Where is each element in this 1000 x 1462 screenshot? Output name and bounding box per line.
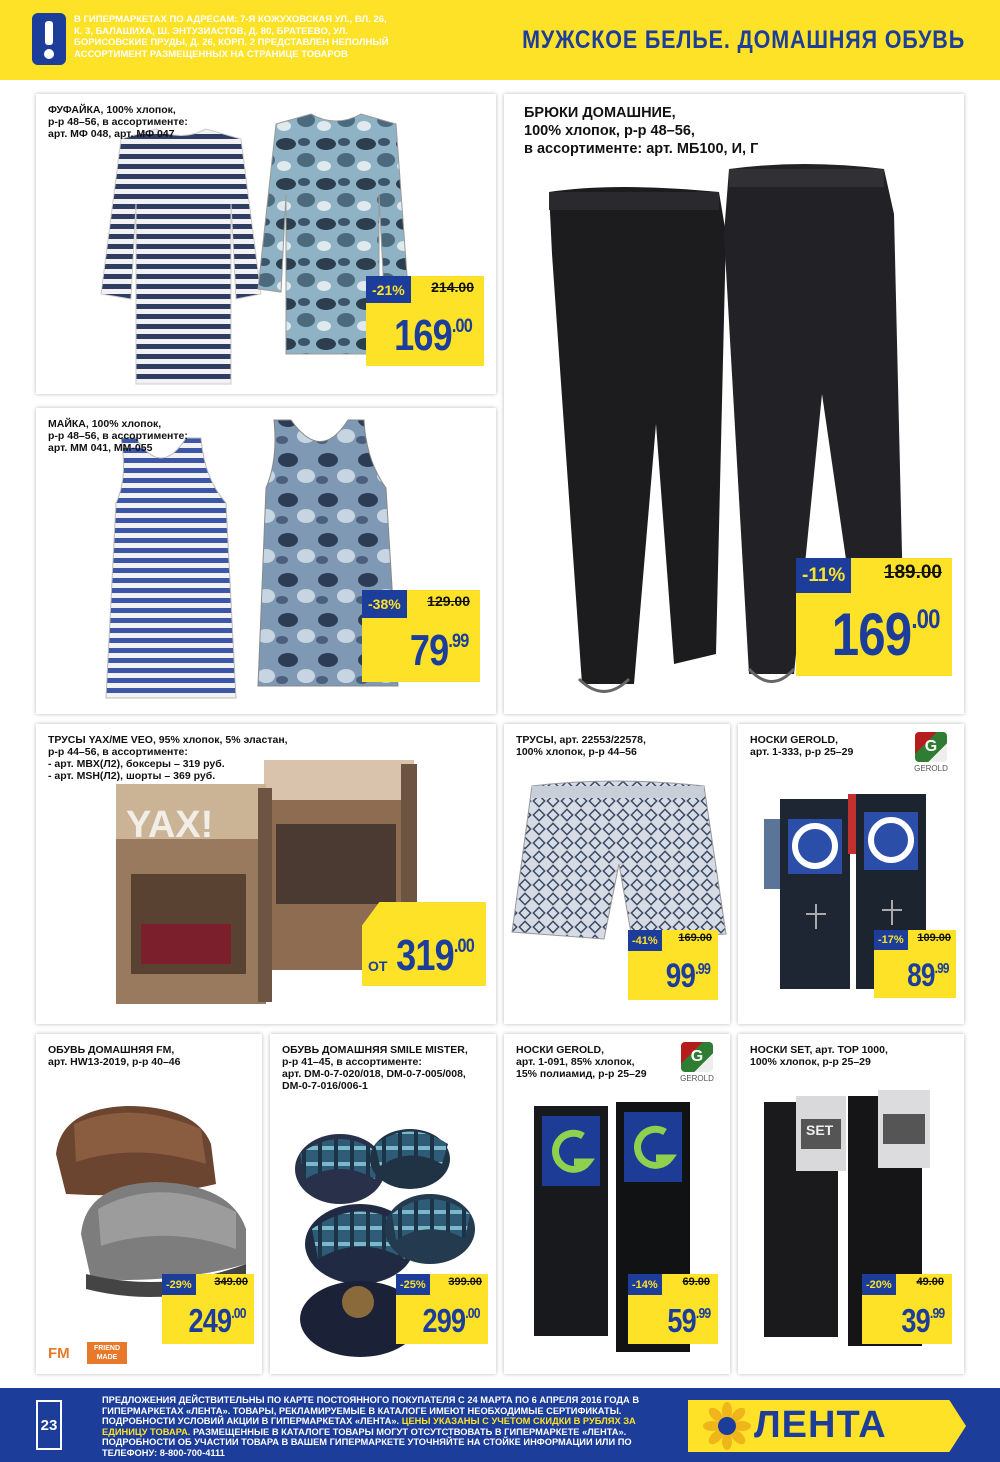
exclamation-icon xyxy=(32,13,66,65)
old-price: 109.00 xyxy=(917,932,951,945)
footer-disclaimer: ПРЕДЛОЖЕНИЯ ДЕЙСТВИТЕЛЬНЫ ПО КАРТЕ ПОСТОЯННОГО ПОКУПАТЕЛЯ С 24 МАРТА ПО 6 АПРЕЛЯ 2016 ГОДА В ГИПЕРМАРКЕТАХ «ЛЕНТА». ТОВАРЫ, РЕКЛАМИРУЕМЫЕ В КАТАЛОГЕ ИМЕЮТ НЕОБХОДИМЫЕ СЕРТИФИКАТЫ. ПОДРОБНОСТИ УСЛОВИЙ АКЦИИ В ГИПЕРМАРКЕТАХ «ЛЕНТА». ЦЕНЫ УКАЗАНЫ С УЧЕТОМ СКИДКИ В РУБЛЯХ ЗА ЕДИНИЦУ ТОВАРА. РАЗМЕЩЕННЫЕ В КАТАЛОГЕ ТОВАРЫ МОГУТ ОТСУТСТВОВАТЬ В ГИПЕРМАРКЕТЕ «ЛЕНТА». ПОДРОБНОСТИ ОБ УЧАСТИИ ТОВАРА В ВАШЕМ ГИПЕРМАРКЕТЕ УТОЧНЯЙТЕ НА СТОЙКЕ ИНФОРМАЦИИ ИЛИ ПО ТЕЛЕФОНУ: 8-800-700-4111 xyxy=(102,1395,640,1458)
old-price: 49.00 xyxy=(916,1276,944,1289)
old-price: 69.00 xyxy=(682,1276,710,1289)
price-from-label: ОТ xyxy=(368,958,388,975)
product-card-yax-underwear[interactable] xyxy=(36,724,496,1024)
product-card-slippers-fm[interactable] xyxy=(36,1034,262,1374)
discount-badge: -11% xyxy=(796,558,851,593)
product-card-shirt[interactable] xyxy=(36,94,496,394)
product-description: НОСКИ GEROLD, арт. 1-091, 85% хлопок, 15% полиамид, р-р 25–29 xyxy=(516,1044,647,1080)
discount-badge: -38% xyxy=(362,590,407,618)
old-price: 169.00 xyxy=(678,932,712,945)
page-header xyxy=(0,0,1000,80)
old-price: 399.00 xyxy=(448,1276,482,1289)
lenta-logo[interactable] xyxy=(688,1400,966,1452)
product-card-socks-set[interactable] xyxy=(738,1034,964,1374)
gerold-logo: G GEROLD xyxy=(672,1042,722,1083)
product-description: БРЮКИ ДОМАШНИЕ, 100% хлопок, р-р 48–56, в ассортименте: арт. МБ100, И, Г xyxy=(524,105,759,157)
price: $39^{.99}$ xyxy=(901,1301,944,1339)
price-tag xyxy=(366,276,484,366)
product-card-slippers-smile[interactable] xyxy=(270,1034,496,1374)
product-description: ТРУСЫ, арт. 22553/22578, 100% хлопок, р-р 44–56 xyxy=(516,734,646,758)
product-card-pants[interactable] xyxy=(504,94,964,714)
old-price: 189.00 xyxy=(883,561,942,583)
old-price: 214.00 xyxy=(431,278,474,295)
product-description: НОСКИ GEROLD, арт. 1-333, р-р 25–29 xyxy=(750,734,854,758)
price: $249^{.00}$ xyxy=(188,1301,246,1339)
discount-badge: -25% xyxy=(396,1274,430,1295)
page-number: 23 xyxy=(36,1400,62,1450)
discount-badge: -41% xyxy=(628,930,662,951)
old-price: 129.00 xyxy=(427,592,470,609)
price-tag xyxy=(862,1274,952,1344)
product-card-socks-gerold-1[interactable] xyxy=(738,724,964,1024)
header-note: В ГИПЕРМАРКЕТАХ ПО АДРЕСАМ: 7-Я КОЖУХОВСКАЯ УЛ., ВЛ. 26, К. 3, БАЛАШИХА, Ш. ЭНТУЗИАСТОВ, Д. 80, БРАТЕЕВО, УЛ. БОРИСОВСКИЕ ПРУДЫ, Д. 26, КОРП. 2 ПРЕДСТАВЛЕН НЕПОЛНЫЙ АССОРТИМЕНТ РАЗМЕЩЕННЫХ НА СТРАНИЦЕ ТОВАРОВ xyxy=(74,14,389,60)
price: $79^{.99}$ xyxy=(409,626,468,676)
product-description: МАЙКА, 100% хлопок, р-р 48–56, в ассортименте: арт. ММ 041, ММ-055 xyxy=(48,418,188,454)
price: $59^{.99}$ xyxy=(667,1301,710,1339)
product-description: ФУФАЙКА, 100% хлопок, р-р 48–56, в ассортименте: арт. МФ 048, арт. МФ 047 xyxy=(48,104,188,140)
sunflower-icon xyxy=(702,1401,752,1451)
price: $169^{.00}$ xyxy=(394,310,472,360)
friend-made-logo: FRIEND MADE xyxy=(87,1342,127,1364)
discount-badge: -20% xyxy=(862,1274,896,1295)
product-description: ОБУВЬ ДОМАШНЯЯ SMILE MISTER, р-р 41–45, в ассортименте: арт. DM-0-7-020/018, DM-0-7-005/008, DM-0-7-016/006-1 xyxy=(282,1044,468,1092)
discount-badge: -17% xyxy=(874,930,908,950)
price: $169^{.00}$ xyxy=(832,600,940,668)
brand-logo-set: SET xyxy=(806,1122,834,1138)
product-card-shorts[interactable] xyxy=(504,724,730,1024)
product-description: ТРУСЫ YAX/ME VEO, 95% хлопок, 5% эластан, р-р 44–56, в ассортименте: - арт. MBX(Л2), боксеры – 319 руб. - арт. MSH(Л2), шорты – 369 руб. xyxy=(48,734,288,782)
product-card-socks-gerold-2[interactable] xyxy=(504,1034,730,1374)
price-tag xyxy=(162,1274,254,1344)
logo-wordmark: ЛЕНТА xyxy=(754,1404,887,1446)
discount-badge: -14% xyxy=(628,1274,662,1295)
discount-badge: -29% xyxy=(162,1274,196,1295)
price-tag xyxy=(362,902,486,986)
page-title: МУЖСКОЕ БЕЛЬЕ. ДОМАШНЯЯ ОБУВЬ xyxy=(522,26,965,54)
discount-badge: -21% xyxy=(366,276,411,303)
price: $99^{.99}$ xyxy=(665,956,710,995)
product-card-tank[interactable] xyxy=(36,408,496,714)
product-description: ОБУВЬ ДОМАШНЯЯ FM, арт. HW13-2019, р-р 40–46 xyxy=(48,1044,181,1068)
brand-logo-yax: YAX! xyxy=(126,804,214,846)
price: $89^{.99}$ xyxy=(907,956,949,993)
price-tag xyxy=(396,1274,488,1344)
fm-logo: FM xyxy=(48,1345,70,1362)
price-tag xyxy=(362,590,480,682)
price-tag xyxy=(628,930,718,1000)
price-tag xyxy=(628,1274,718,1344)
price-tag xyxy=(796,558,952,676)
price: $299^{.00}$ xyxy=(422,1301,480,1339)
price-tag xyxy=(874,930,956,998)
price: $319^{.00}$ xyxy=(396,930,474,980)
gerold-logo: G GEROLD xyxy=(906,732,956,773)
old-price: 349.00 xyxy=(214,1276,248,1289)
product-description: НОСКИ SET, арт. TOP 1000, 100% хлопок, р-р 25–29 xyxy=(750,1044,888,1068)
